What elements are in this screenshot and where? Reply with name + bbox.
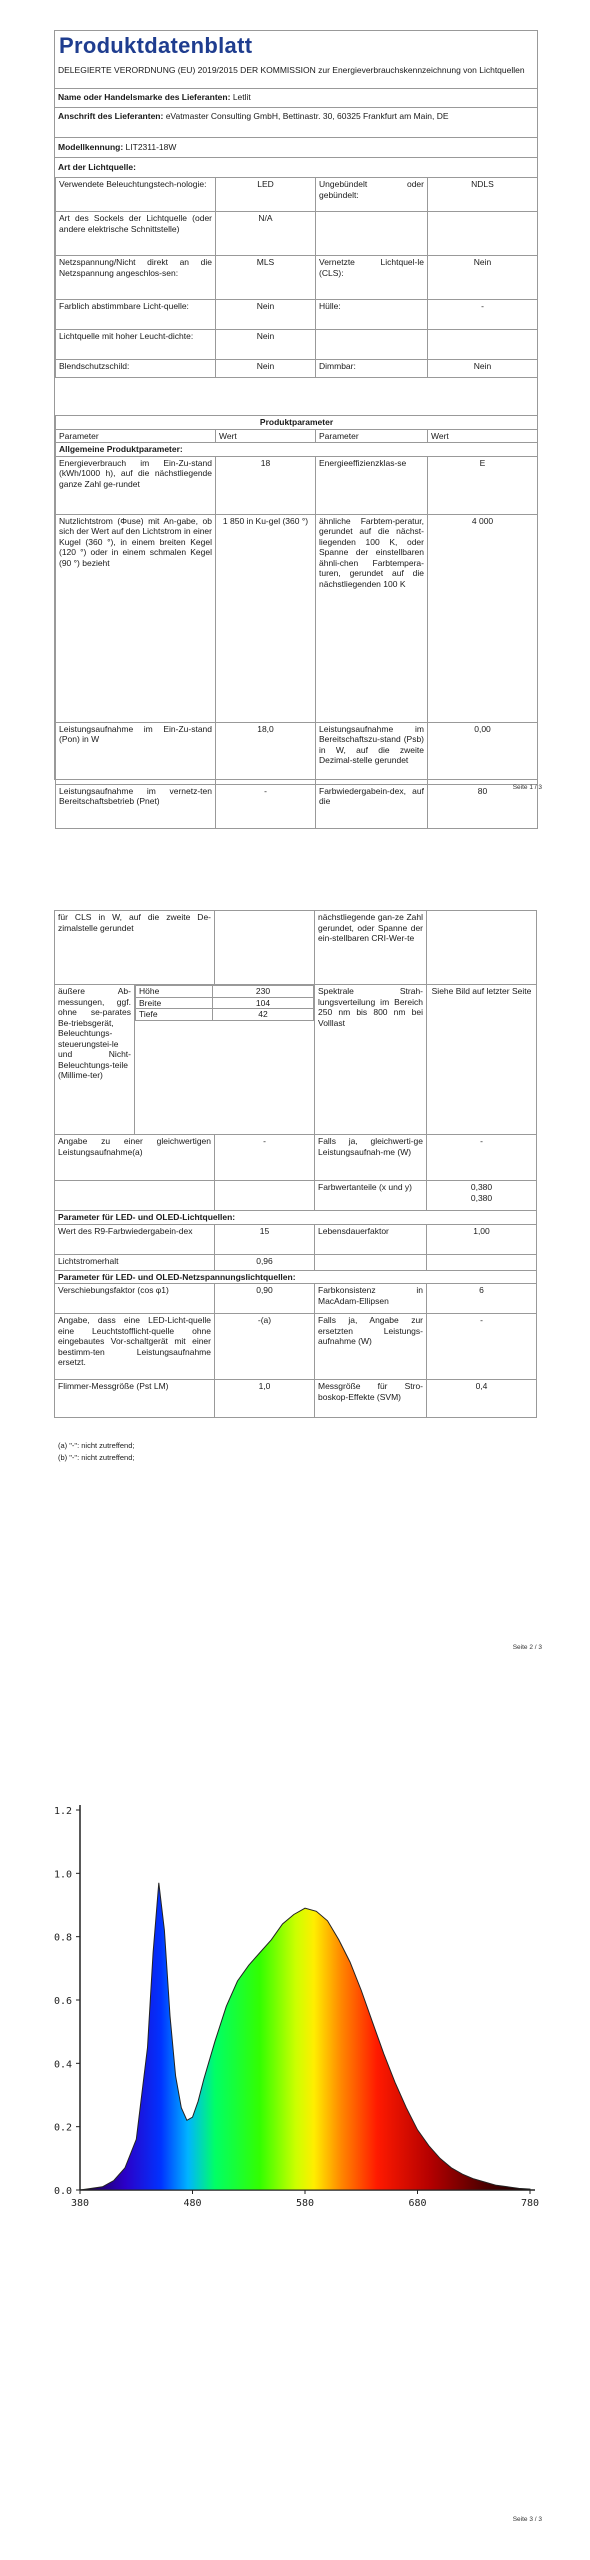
y-tick-label: 0.6 bbox=[53, 1996, 72, 2007]
param-value bbox=[427, 1254, 537, 1270]
col-value-header: Wert bbox=[428, 429, 538, 443]
table-row bbox=[55, 1380, 537, 1418]
general-params-heading: Allgemeine Produktparameter: bbox=[56, 443, 538, 457]
param-label: Energieeffizienzklas-se bbox=[316, 456, 428, 514]
led-params-heading bbox=[55, 1211, 537, 1225]
table-row bbox=[55, 1181, 537, 1211]
param-value: - bbox=[427, 1135, 537, 1181]
param-value: Nein bbox=[428, 360, 538, 378]
param-label: für CLS in W, auf die zweite De-zimalstelle gerundet bbox=[55, 911, 215, 985]
param-label: Lebensdauerfaktor bbox=[315, 1224, 427, 1254]
table-row bbox=[55, 911, 537, 985]
param-label: Vernetzte Lichtquel-le (CLS): bbox=[316, 256, 428, 300]
param-value bbox=[215, 911, 315, 985]
col-param-header: Parameter bbox=[56, 429, 216, 443]
table-row bbox=[56, 456, 538, 514]
x-tick-label: 580 bbox=[295, 2198, 315, 2209]
model-id: LIT2311-18W bbox=[125, 142, 177, 152]
param-value: 18 bbox=[216, 456, 316, 514]
param-value: 4 000 bbox=[428, 514, 538, 722]
page-number: Seite 2 / 3 bbox=[512, 1644, 542, 1651]
param-value: -(a) bbox=[215, 1314, 315, 1380]
footnote-b: (b) "-": nicht zutreffend; bbox=[58, 1453, 135, 1462]
table-row bbox=[56, 300, 538, 330]
param-label: Farbwertanteile (x und y) bbox=[315, 1181, 427, 1211]
param-value: LED bbox=[216, 178, 316, 212]
param-label: Messgröße für Stro-boskop-Effekte (SVM) bbox=[315, 1380, 427, 1418]
param-label bbox=[315, 1254, 427, 1270]
table-row bbox=[56, 256, 538, 300]
param-label: Farbwiedergabein-dex, auf die bbox=[316, 784, 428, 828]
dimension-value: 42 bbox=[213, 1009, 314, 1021]
x-tick-label: 680 bbox=[408, 2198, 427, 2209]
page-3 bbox=[0, 1780, 590, 2560]
supplier-name: Letlit bbox=[232, 92, 251, 102]
dimensions-table bbox=[135, 985, 314, 1021]
param-label: Ungebündelt oder gebündelt: bbox=[316, 178, 428, 212]
footnote-a: (a) "-": nicht zutreffend; bbox=[58, 1441, 135, 1450]
model-row bbox=[55, 142, 537, 153]
dimension-row bbox=[136, 997, 314, 1009]
supplier-address-label: Anschrift des Lieferanten: bbox=[58, 111, 164, 121]
param-value: - bbox=[215, 1135, 315, 1181]
page-1 bbox=[0, 0, 590, 806]
param-label: Dimmbar: bbox=[316, 360, 428, 378]
param-label: Angabe, dass eine LED-Licht-quelle eine Leuchtstofflicht-quelle ohne eingebautes Vor-schaltgerät mit einer bestimm-ten Leistungsaufnahme ersetzt. bbox=[55, 1314, 215, 1380]
page-2 bbox=[0, 880, 590, 1680]
param-value: 15 bbox=[215, 1224, 315, 1254]
dimensions-row bbox=[55, 985, 537, 1135]
param-label: Falls ja, gleichwerti-ge Leistungsaufnah-me (W) bbox=[315, 1135, 427, 1181]
table-row bbox=[56, 178, 538, 212]
param-value: 0,4 bbox=[427, 1380, 537, 1418]
param-value: Nein bbox=[428, 256, 538, 300]
param-label bbox=[55, 1181, 215, 1211]
param-label: Leistungsaufnahme im vernetz-ten Bereitschaftsbetrieb (Pnet) bbox=[56, 784, 216, 828]
param-value: MLS bbox=[216, 256, 316, 300]
spectral-distribution-chart bbox=[40, 1780, 560, 2220]
param-label: Lichtquelle mit hoher Leucht-dichte: bbox=[56, 330, 216, 360]
dimension-value: 104 bbox=[213, 997, 314, 1009]
supplier-address: eVatmaster Consulting GmbH, Bettinastr. 30, 60325 Frankfurt am Main, DE bbox=[165, 111, 449, 121]
param-value: 1,00 bbox=[427, 1224, 537, 1254]
param-value: - bbox=[428, 300, 538, 330]
param-label: Hülle: bbox=[316, 300, 428, 330]
product-params-heading: Produktparameter bbox=[56, 416, 538, 430]
x-tick-label: 480 bbox=[183, 2198, 202, 2209]
param-value: Nein bbox=[216, 360, 316, 378]
table-row bbox=[56, 212, 538, 256]
supplier-address-row bbox=[55, 111, 537, 122]
params-table-continued bbox=[54, 910, 537, 1418]
light-type-table bbox=[55, 177, 538, 378]
y-tick-label: 0.4 bbox=[53, 2059, 72, 2071]
param-label: nächstliegende gan-ze Zahl gerundet, oder Spanne der ein-stellbaren CRI-Wer-te bbox=[315, 911, 427, 985]
supplier-name-label: Name oder Handelsmarke des Lieferanten: bbox=[58, 92, 231, 102]
page-title: Produktdatenblatt bbox=[59, 33, 253, 58]
table-row bbox=[55, 1224, 537, 1254]
param-label: Falls ja, Angabe zur ersetzten Leistungs-aufnahme (W) bbox=[315, 1314, 427, 1380]
table-row bbox=[55, 1254, 537, 1270]
spectral-value: Siehe Bild auf letzter Seite bbox=[427, 985, 537, 1135]
param-label bbox=[316, 330, 428, 360]
mls-params-heading bbox=[55, 1270, 537, 1284]
x-tick-label: 780 bbox=[520, 2198, 540, 2209]
param-value: 1 850 in Ku-gel (360 °) bbox=[216, 514, 316, 722]
model-label: Modellkennung: bbox=[58, 142, 124, 152]
param-value bbox=[428, 330, 538, 360]
param-value: N/A bbox=[216, 212, 316, 256]
dimension-value: 230 bbox=[213, 986, 314, 998]
param-value: - bbox=[427, 1314, 537, 1380]
param-label: Farbkonsistenz in MacAdam-Ellipsen bbox=[315, 1284, 427, 1314]
param-label: Leistungsaufnahme im Ein-Zu-stand (Pon) in W bbox=[56, 722, 216, 784]
param-value: NDLS bbox=[428, 178, 538, 212]
spectrum-area bbox=[80, 1883, 530, 2190]
table-row bbox=[55, 1135, 537, 1181]
spectral-label: Spektrale Strah-lungsverteilung im Bereich 250 nm bis 800 nm bei Volllast bbox=[315, 985, 427, 1135]
dimension-name: Tiefe bbox=[136, 1009, 213, 1021]
param-label: Farblich abstimmbare Licht-quelle: bbox=[56, 300, 216, 330]
param-value: 80 bbox=[428, 784, 538, 828]
param-value: 0,90 bbox=[215, 1284, 315, 1314]
param-value: 0,96 bbox=[215, 1254, 315, 1270]
param-label: Wert des R9-Farbwiedergabein-dex bbox=[55, 1224, 215, 1254]
param-label: Blendschutzschild: bbox=[56, 360, 216, 378]
dimension-row bbox=[136, 1009, 314, 1021]
dimension-name: Höhe bbox=[136, 986, 213, 998]
param-label: Verschiebungsfaktor (cos φ1) bbox=[55, 1284, 215, 1314]
y-tick-label: 1.0 bbox=[53, 1869, 72, 1881]
param-value: E bbox=[428, 456, 538, 514]
y-tick-label: 1.2 bbox=[53, 1806, 72, 1817]
col-param-header: Parameter bbox=[316, 429, 428, 443]
param-value: - bbox=[216, 784, 316, 828]
param-value bbox=[428, 212, 538, 256]
dimensions-label: äußere Ab-messungen, ggf. ohne se-parates Be-triebsgerät, Beleuchtungs-steuerungstei-le und Nicht-Beleuchtungs-teile (Millime-ter) bbox=[55, 985, 135, 1135]
page-number: Seite 3 / 3 bbox=[512, 2516, 542, 2523]
y-tick-label: 0.0 bbox=[53, 2186, 72, 2197]
led-params-heading-label: Parameter für LED- und OLED-Lichtquellen: bbox=[55, 1211, 537, 1225]
table-row bbox=[55, 1314, 537, 1380]
param-value bbox=[427, 911, 537, 985]
param-label: Flimmer-Messgröße (Pst LM) bbox=[55, 1380, 215, 1418]
param-value bbox=[215, 1181, 315, 1211]
param-label: Verwendete Beleuchtungstech-nologie: bbox=[56, 178, 216, 212]
table-row bbox=[56, 330, 538, 360]
dimension-names bbox=[135, 985, 315, 1135]
dimension-row bbox=[136, 986, 314, 998]
page-number: Seite 1 / 3 bbox=[512, 784, 542, 791]
param-label: Netzspannung/Nicht direkt an die Netzspannung angeschlos-sen: bbox=[56, 256, 216, 300]
light-type-section: Art der Lichtquelle: bbox=[58, 162, 136, 172]
table-row bbox=[56, 514, 538, 722]
supplier-name-row bbox=[55, 92, 537, 103]
table-row bbox=[56, 360, 538, 378]
param-value: 0,380 0,380 bbox=[427, 1181, 537, 1211]
param-label bbox=[316, 212, 428, 256]
footnotes bbox=[58, 1440, 134, 1464]
param-value: 18,0 bbox=[216, 722, 316, 784]
param-value: Nein bbox=[216, 330, 316, 360]
regulation-text: DELEGIERTE VERORDNUNG (EU) 2019/2015 DER KOMMISSION zur Energieverbrauchskennzeichnung von Lichtquellen bbox=[58, 65, 525, 75]
table-row bbox=[56, 722, 538, 784]
col-value-header: Wert bbox=[216, 429, 316, 443]
param-label: Nutzlichtstrom (Φuse) mit An-gabe, ob sich der Wert auf den Lichtstrom in einer Kugel (360 °), in einem breiten Kegel (120 °) oder in einem schmalen Kegel (90 °) bezieht bbox=[56, 514, 216, 722]
param-label: ähnliche Farbtem-peratur, gerundet auf die nächst-liegenden 100 K, oder Spanne der einstellbaren ähnli-chen Farbtempera-turen, gerundet auf die nächstliegenden 100 K bbox=[316, 514, 428, 722]
param-label: Energieverbrauch im Ein-Zu-stand (kWh/1000 h), auf die nächstliegende ganze Zahl ge-rundet bbox=[56, 456, 216, 514]
param-label: Lichtstromerhalt bbox=[55, 1254, 215, 1270]
product-params-table bbox=[55, 415, 538, 829]
y-tick-label: 0.2 bbox=[53, 2122, 72, 2134]
y-tick-label: 0.8 bbox=[53, 1932, 72, 1944]
param-value: 1,0 bbox=[215, 1380, 315, 1418]
param-value: 6 bbox=[427, 1284, 537, 1314]
param-label: Art des Sockels der Lichtquelle (oder andere elektrische Schnittstelle) bbox=[56, 212, 216, 256]
param-value: 0,00 bbox=[428, 722, 538, 784]
dimension-name: Breite bbox=[136, 997, 213, 1009]
param-value: Nein bbox=[216, 300, 316, 330]
table-row bbox=[56, 784, 538, 828]
table-row bbox=[55, 1284, 537, 1314]
param-label: Angabe zu einer gleichwertigen Leistungsaufnahme(a) bbox=[55, 1135, 215, 1181]
param-label: Leistungsaufnahme im Bereitschaftszu-stand (Psb) in W, auf die zweite Dezimal-stelle gerundet bbox=[316, 722, 428, 784]
x-tick-label: 380 bbox=[70, 2198, 90, 2209]
mls-params-heading-label: Parameter für LED- und OLED-Netzspannungslichtquellen: bbox=[55, 1270, 537, 1284]
